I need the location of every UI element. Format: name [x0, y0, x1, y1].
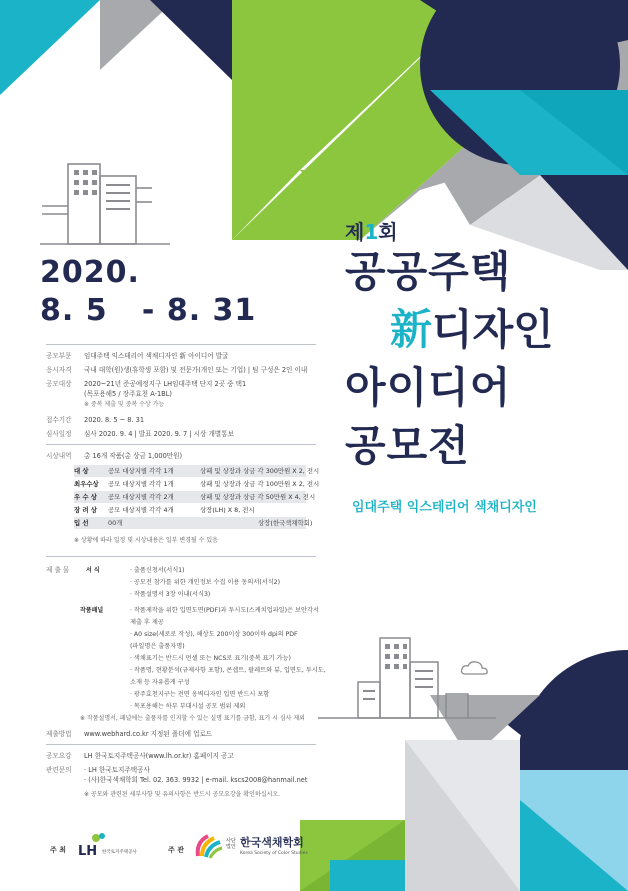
contact-row: 관련문의 · LH 한국토지주택공사 [46, 766, 150, 774]
title-line4: 공모전 [345, 421, 470, 470]
subtitle: 임대주택 익스테리어 색채디자인 [352, 500, 537, 515]
contact-row: · (사)한국색채학회 Tel. 02. 363. 9932 | e-mail. kscs2008@hanmail.net [84, 776, 308, 784]
ksc-english: Korea Society of Color Studies [240, 851, 308, 856]
building-illustration-icon [40, 158, 170, 246]
award-row: 입 선 00개 상장(한국색채학회) [74, 519, 313, 527]
works-item: · 작품제작을 위한 입면도면(PDF)과 투시도(스케치업파일)은 보안각서 [130, 607, 319, 614]
submission-label: 제 출 물 [46, 566, 70, 574]
period-year: 2020. [40, 255, 140, 290]
host-label: 주 최 [50, 846, 66, 854]
divider [46, 744, 316, 745]
submission-note: ※ 작품설명서, 패널에는 출품자를 인지할 수 있는 실명 표기를 금함, 표기 시 심사 제외 [80, 715, 305, 722]
docs-item: · 출품신청서(서식1) [130, 567, 185, 574]
cloud-icon [460, 660, 490, 676]
edition-label: 제1회 [345, 220, 398, 244]
award-row: 우 수 상 공모 대상지별 각각 2개 상패 및 상장과 상금 각 50만원 X 4, 전시 [74, 493, 316, 501]
cityscape-illustration-icon [318, 630, 498, 722]
awards-note: ※ 상황에 따라 일정 및 시상내용은 일부 변경될 수 있음 [74, 537, 218, 544]
info-row: (목포용해5 / 장주효천 A-1BL) [84, 390, 172, 398]
info-row: 공모부문 임대주택 익스테리어 색채디자인 新 아이디어 발굴 [46, 352, 229, 360]
award-row: 최우수상 공모 대상지별 각각 1개 상패 및 상장과 상금 각 100만원 X 2, 전시 [74, 480, 320, 488]
works-item: 제출 후 제공 [130, 619, 164, 626]
title-line3: 아이디어 [345, 363, 512, 412]
works-item: (파일명은 출품자명) [130, 643, 185, 650]
lh-leaf-icon [92, 832, 106, 844]
works-item: · A0 size(세로로 작성), 해상도 200이상 300이하 dpi의 PDF [130, 631, 298, 638]
ksc-name: 한국색채학회 [240, 836, 304, 849]
ksc-logo-icon [194, 832, 224, 860]
method-row: 제출방법 www.webhard.co.kr 지정된 폴더에 업로드 [46, 730, 213, 738]
info-row: 심사일정 심사 2020. 9. 4 | 발표 2020. 9. 7 | 시상 개별통보 [46, 430, 234, 438]
title-accent: 新 [390, 305, 433, 354]
info-row: 응시자격 국내 대학(원)생(휴학생 포함) 및 전문가(개인 또는 기업) | 팀 구성은 2인 이내 [46, 366, 308, 374]
award-row: 대 상 공모 대상지별 각각 1개 상패 및 상장과 상금 각 300만원 X 2, 전시 [74, 467, 320, 475]
ksc-prefix: 사단 법인 [226, 838, 236, 850]
works-item: · 작품명, 현황분석(규제사항 포함), 콘셉트, 팔레트와 뷰, 입면도, 투시도, [130, 667, 326, 674]
title-line1: 공공주택 [345, 247, 512, 296]
works-item: 소재 등 자유롭게 구성 [130, 679, 190, 686]
divider [46, 444, 316, 445]
award-row: 장 려 상 공모 대상지별 각각 4개 상장(LH) X 8, 전시 [74, 506, 255, 514]
organizer-label: 주 관 [168, 846, 184, 854]
period-dates: 8. 5 - 8. 31 [40, 293, 257, 328]
contact-note: ※ 공모와 관련된 세부사항 및 유의사항은 반드시 공모요강을 확인하십시오. [84, 791, 281, 798]
works-label: 작품패널 [80, 607, 104, 614]
docs-item: · 작품설명서 3장 이내(서식3) [130, 591, 211, 598]
lh-logo: LH 한국토지주택공사 [78, 832, 148, 862]
divider [46, 556, 316, 557]
announce-row: 공모요강 LH 한국토지주택공사(www.lh.or.kr) 홈페이지 공고 [46, 752, 234, 760]
docs-label: 서 식 [86, 567, 100, 574]
info-row: 공모대상 2020~21년 준공예정지구 LH임대주택 단지 2곳 중 택1 [46, 380, 247, 388]
works-item: · 광주효천지구는 전면 옹벽디자인 입면 반드시 포함 [130, 691, 270, 698]
divider [46, 344, 316, 345]
works-item: · 목포용해는 하부 부대시설 공모 범위 제외 [130, 703, 246, 710]
info-note: ※ 중복 제출 및 중복 수상 가능 [84, 401, 165, 408]
info-row: 접수기간 2020. 8. 5 ~ 8. 31 [46, 416, 145, 424]
works-item: · 색채표기는 반드시 먼셀 또는 NCS로 표기(중복 표기 가능) [130, 655, 291, 662]
awards-header: 시상내역 총 16개 작품(총 상금 1,000만원) [46, 452, 183, 460]
docs-item: · 공모전 참가를 위한 개인정보 수집 이용 동의서(서식2) [130, 579, 281, 586]
title-line2: 新디자인 [390, 305, 554, 354]
